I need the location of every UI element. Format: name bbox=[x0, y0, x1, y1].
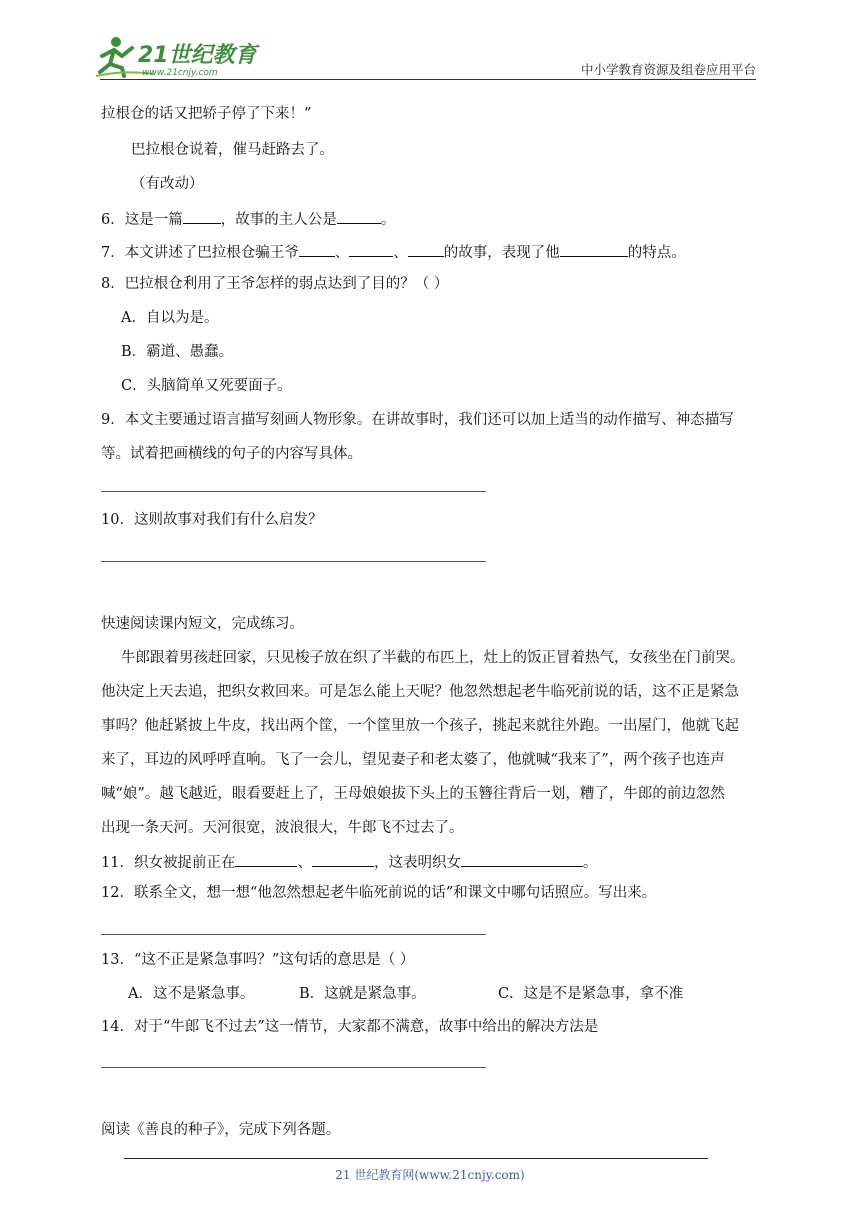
fill-blank[interactable] bbox=[183, 207, 221, 224]
option-b[interactable]: B．霸道、愚蠢。 bbox=[121, 344, 234, 360]
passage-line: 牛郎跟着男孩赶回家，只见梭子放在织了半截的布匹上，灶上的饭正冒着热气，女孩坐在门前哭。 bbox=[121, 650, 745, 666]
fill-blank[interactable] bbox=[408, 240, 444, 257]
question-11: 11．织女被捉前正在 、 ，这表明织女 。 bbox=[101, 850, 597, 873]
passage-line: 事吗？他赶紧披上牛皮，找出两个筐，一个筐里放一个孩子，挑起来就往外跑。一出屋门，他就飞起 bbox=[101, 718, 739, 734]
answer-line[interactable] bbox=[101, 491, 486, 492]
passage-line: 来了，耳边的风呼呼直响。飞了一会儿，望见妻子和老太婆了，他就喊“我来了”，两个孩子也连声 bbox=[101, 752, 725, 768]
section-instruction: 阅读《善良的种子》，完成下列各题。 bbox=[101, 1122, 341, 1138]
question-9: 9．本文主要通过语言描写刻画人物形象。在讲故事时，我们还可以加上适当的动作描写、神态描写 bbox=[101, 412, 734, 428]
source-note: （有改动） bbox=[131, 176, 204, 192]
option-a[interactable]: A．这不是紧急事。 bbox=[128, 986, 255, 1002]
option-a[interactable]: A．自以为是。 bbox=[121, 310, 219, 326]
question-13: 13．“这不正是紧急事吗？”这句话的意思是（ ） bbox=[101, 952, 415, 968]
svg-text:21世纪教育: 21世纪教育 bbox=[138, 43, 257, 68]
passage-line: 他决定上天去追，把织女救回来。可是怎么能上天呢？他忽然想起老牛临死前说的话，这不正是紧急 bbox=[101, 684, 739, 700]
platform-name: 中小学教育资源及组卷应用平台 bbox=[580, 62, 756, 77]
question-10: 10．这则故事对我们有什么启发？ bbox=[101, 512, 323, 528]
fill-blank[interactable] bbox=[235, 850, 297, 867]
footer-site[interactable]: 21 世纪教育网(www.21cnjy.com) bbox=[335, 1168, 525, 1182]
question-8: 8．巴拉根仓利用了王爷怎样的弱点达到了目的？（ ） bbox=[101, 276, 449, 292]
question-6: 6．这是一篇 ，故事的主人公是 。 bbox=[101, 207, 395, 230]
fill-blank[interactable] bbox=[349, 240, 393, 257]
option-c[interactable]: C．头脑简单又死要面子。 bbox=[121, 378, 292, 394]
option-b[interactable]: B．这就是紧急事。 bbox=[299, 986, 426, 1002]
question-12: 12．联系全文，想一想“他忽然想起老牛临死前说的话”和课文中哪句话照应。写出来。 bbox=[101, 885, 657, 901]
passage-line: 出现一条天河。天河很宽，波浪很大，牛郎飞不过去了。 bbox=[101, 820, 464, 836]
svg-text:www.21cnjy.com: www.21cnjy.com bbox=[142, 68, 218, 78]
header-divider bbox=[100, 79, 756, 80]
answer-line[interactable] bbox=[101, 1067, 486, 1068]
passage-line: 喊“娘”。越飞越近，眼看要赶上了，王母娘娘拔下头上的玉簪往背后一划，糟了，牛郎的前边忽然 bbox=[101, 786, 725, 802]
footer-divider bbox=[124, 1158, 708, 1159]
site-logo bbox=[94, 34, 264, 80]
story-line: 拉根仓的话又把轿子停了下来！” bbox=[101, 106, 312, 122]
fill-blank[interactable] bbox=[461, 850, 583, 867]
question-9-cont: 等。试着把画横线的句子的内容写具体。 bbox=[101, 446, 362, 462]
answer-line[interactable] bbox=[101, 561, 486, 562]
option-c[interactable]: C．这是不是紧急事，拿不准 bbox=[498, 986, 684, 1002]
section-instruction: 快速阅读课内短文，完成练习。 bbox=[101, 616, 304, 632]
question-7: 7．本文讲述了巴拉根仓骗王爷 、 、 的故事，表现了他 的特点。 bbox=[101, 240, 686, 263]
fill-blank[interactable] bbox=[560, 240, 628, 257]
fill-blank[interactable] bbox=[337, 207, 381, 224]
fill-blank[interactable] bbox=[299, 240, 335, 257]
answer-line[interactable] bbox=[101, 934, 486, 935]
page-header bbox=[0, 0, 860, 80]
story-line: 巴拉根仓说着，催马赶路去了。 bbox=[131, 142, 334, 158]
fill-blank[interactable] bbox=[312, 850, 374, 867]
question-14: 14．对于“牛郎飞不过去”这一情节，大家都不满意，故事中给出的解决方法是 bbox=[101, 1019, 599, 1035]
